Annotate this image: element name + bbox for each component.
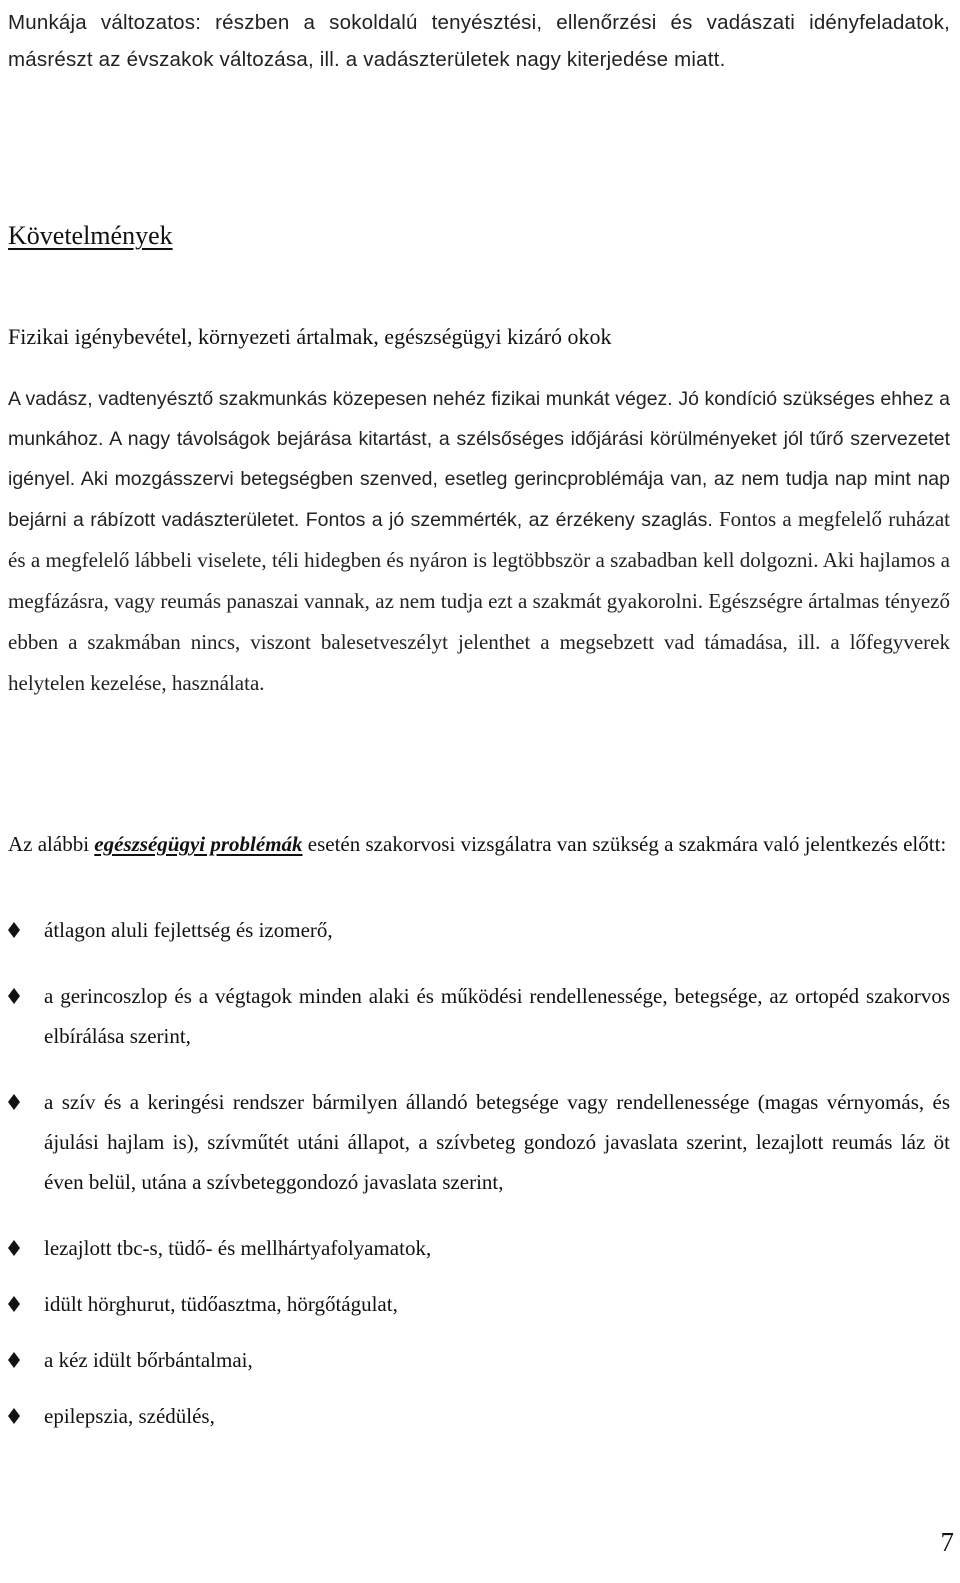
list-item-text: a szív és a keringési rendszer bármilyen állandó betegsége vagy rendellenessége (magas vérnyomás, és ájulási hajlam is), szívműtét utáni állapot, a szívbeteg gondozó javaslata szerint, lezajlott reumás láz öt éven belül, utána a szívbeteggondozó javaslata szerint, — [44, 1090, 950, 1194]
conditions-intro-prefix: Az alábbi — [8, 832, 95, 856]
list-item — [8, 910, 950, 950]
list-item — [8, 976, 950, 1056]
list-item — [8, 1228, 950, 1268]
subsection-heading: Fizikai igénybevétel, környezeti ártalmak, egészségügyi kizáró okok — [8, 324, 612, 349]
list-item-text: idült hörghurut, tüdőasztma, hörgőtágulat, — [44, 1292, 398, 1316]
requirements-text-part-2: Fontos a megfelelő ruházat és a megfelelő lábbeli viselete, téli hidegben és nyáron is legtöbbször a szabadban kell dolgozni. Aki hajlamos a megfázásra, vagy reumás panaszai vannak, az nem tudja ezt a szakmát gyakorolni. Egészségre ártalmas tényező ebben a szakmában nincs, viszont balesetveszélyt jelenthet a megsebzett vad támadása, ill. a lőfegyverek helytelen kezelése, használata. — [8, 507, 950, 695]
conditions-intro — [8, 824, 950, 864]
diamond-bullet-icon — [8, 922, 20, 938]
diamond-bullet-icon — [8, 1408, 20, 1424]
list-item-text: epilepszia, szédülés, — [44, 1404, 215, 1428]
page-number: 7 — [940, 1527, 954, 1557]
conditions-intro-suffix: esetén szakorvosi vizsgálatra van szükség a szakmára való jelentkezés előtt: — [302, 832, 947, 856]
diamond-bullet-icon — [8, 988, 20, 1004]
diamond-bullet-icon — [8, 1240, 20, 1256]
list-item — [8, 1396, 950, 1436]
list-item — [8, 1284, 950, 1324]
list-item-text: átlagon aluli fejlettség és izomerő, — [44, 918, 333, 942]
list-item — [8, 1082, 950, 1202]
intro-paragraph: Munkája változatos: részben a sokoldalú tenyésztési, ellenőrzési és vadászati idényfeladatok, másrészt az évszakok változása, ill. a vadászterületek nagy kiterjedése miatt. — [8, 11, 950, 71]
list-item-text: a gerincoszlop és a végtagok minden alaki és működési rendellenessége, betegsége, az ortopéd szakorvos elbírálása szerint, — [44, 984, 950, 1048]
conditions-list — [8, 910, 950, 1436]
list-item-text: a kéz idült bőrbántalmai, — [44, 1348, 253, 1372]
section-heading: Követelmények — [8, 221, 173, 250]
list-item — [8, 1340, 950, 1380]
requirements-paragraph — [8, 379, 950, 704]
diamond-bullet-icon — [8, 1352, 20, 1368]
conditions-emphasis: egészségügyi problémák — [94, 832, 303, 856]
diamond-bullet-icon — [8, 1296, 20, 1312]
diamond-bullet-icon — [8, 1094, 20, 1110]
list-item-text: lezajlott tbc-s, tüdő- és mellhártyafolyamatok, — [44, 1236, 432, 1260]
requirements-text-part-1: A vadász, vadtenyésztő szakmunkás közepesen nehéz fizikai munkát végez. Jó kondíció szükséges ehhez a munkához. A nagy távolságok bejárása kitartást, a szélsőséges időjárási körülményeket jól tűrő szervezetet igényel. Aki mozgásszervi betegségben szenved, esetleg gerincproblémája van, az nem tudja nap mint nap bejárni a rábízott vadászterületet. Fontos a jó szemmérték, az érzékeny szaglás. — [8, 388, 950, 531]
